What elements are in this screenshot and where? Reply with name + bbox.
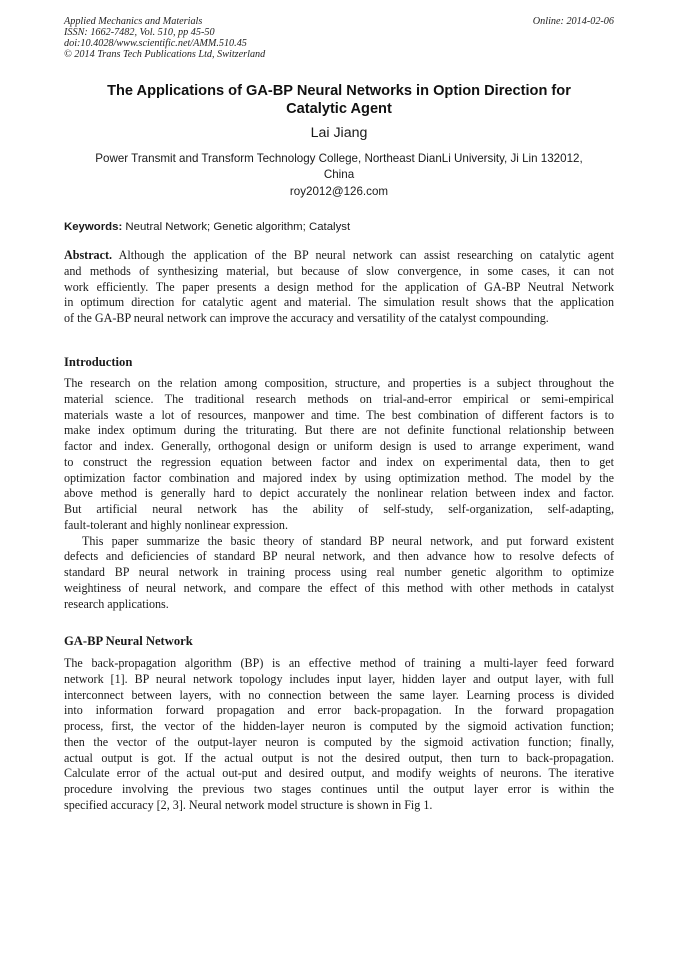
body-line: The research on the relation among composition, structure, and properties is a subject throughout the	[64, 376, 614, 390]
body-line: into information forward propagation and error back-propagation. In the forward propagation	[64, 703, 614, 718]
body-line: defects and deficiencies of standard BP neural network, and then advance how to resolve defects of	[64, 549, 614, 564]
author-name: Lai Jiang	[310, 125, 368, 141]
body-line: interconnect between layers, with no connection between the same layer. Learning process is divided	[64, 687, 614, 702]
journal-issn: ISSN: 1662-7482, Vol. 510, pp 45-50	[64, 27, 215, 38]
introduction-paragraph-1	[64, 376, 614, 534]
body-line: standard BP neural network in training process using real number genetic algorithm to optimize	[64, 565, 614, 579]
body-line: make index optimum during the triturating. But there are not definite functional relationship between	[64, 423, 614, 438]
keywords-label: Keywords:	[64, 221, 123, 233]
body-line: then the vector of the output-layer neuron is computed by the sigmoid activation function; finally,	[64, 734, 614, 749]
body-line: specified accuracy [2, 3]. Neural network model structure is shown in Fig 1.	[64, 797, 433, 812]
body-line: material science. The traditional research methods on trial-and-error empirical or semi-empirical	[64, 391, 614, 406]
body-line: process, first, the vector of the hidden-layer neuron is computed by the sigmoid activation function;	[64, 719, 614, 733]
body-line: materials waste a lot of resources, manpower and time. The best combination of different factors is to	[64, 407, 614, 422]
abstract-line: of the GA-BP neural network can improve the accuracy and versatility of the catalyst compounding.	[64, 311, 549, 325]
journal-name: Applied Mechanics and Materials	[64, 16, 203, 27]
author-email: roy2012@126.com	[289, 185, 389, 198]
gabp-paragraph-1	[64, 656, 614, 814]
body-line: optimization factor combination and majored index by using optimization method. The model by the	[64, 470, 614, 485]
body-line: factor and index. Generally, orthogonal design or uniform design is used to arrange experiment, wand	[64, 439, 614, 453]
body-line: research applications.	[64, 596, 169, 611]
body-line: network [1]. BP neural network topology includes input layer, hidden layer and output layer, with full	[64, 671, 614, 686]
affiliation-line-2: China	[323, 168, 355, 181]
online-date: Online: 2014-02-06	[532, 16, 614, 27]
body-line: above method is generally hard to depict accurately the nonlinear relation between index and factor.	[64, 486, 614, 501]
body-line: The back-propagation algorithm (BP) is an effective method of training a multi-layer feed forward	[64, 656, 614, 670]
journal-doi: doi:10.4028/www.scientific.net/AMM.510.45	[64, 38, 247, 49]
keywords	[64, 220, 614, 235]
abstract-line: and methods of synthesizing material, but because of slow convergence, in some cases, it can not	[64, 263, 614, 278]
abstract-label: Abstract.	[64, 248, 113, 262]
abstract-line: in optimum direction for catalytic agent and material. The simulation result shows that the application	[64, 295, 614, 310]
abstract-line: Although the application of the BP neural network can assist researching on catalytic agent	[112, 248, 614, 262]
body-line: This paper summarize the basic theory of standard BP neural network, and put forward existent	[82, 533, 614, 548]
body-line: Calculate error of the actual out-put and desired output, and modify weights of neurons. The iterative	[64, 766, 614, 781]
keywords-text: Neutral Network; Genetic algorithm; Catalyst	[122, 221, 351, 233]
title-line-1: The Applications of GA-BP Neural Networks in Option Direction for	[107, 83, 571, 99]
gabp-heading: GA-BP Neural Network	[64, 634, 193, 648]
introduction-heading: Introduction	[64, 355, 133, 369]
paper-title	[64, 82, 614, 118]
introduction-paragraph-2	[64, 534, 614, 613]
body-line: actual output is got. If the actual output is not the desired output, then turn to back-propagation.	[64, 750, 614, 765]
abstract	[64, 248, 614, 327]
body-line: to construct the regression equation between factor and index on experimental data, then to get	[64, 454, 614, 469]
title-line-2: Catalytic Agent	[286, 101, 392, 117]
body-line: But artificial neural network has the ability of self-study, self-organization, self-adapting,	[64, 502, 614, 516]
affiliation-line-1: Power Transmit and Transform Technology College, Northeast DianLi University, Ji Lin 132012,	[95, 152, 583, 165]
body-line: procedure involving the previous two stages continues until the output layer error is within the	[64, 782, 614, 796]
body-line: weightiness of neural network, and compare the effect of this method with other methods in catalyst	[64, 580, 614, 595]
body-line: fault-tolerant and highly nonlinear expression.	[64, 517, 289, 532]
author-affiliation	[64, 151, 614, 183]
journal-header	[64, 16, 265, 60]
journal-copyright: © 2014 Trans Tech Publications Ltd, Switzerland	[64, 49, 266, 60]
abstract-line: work efficiently. The paper presents a design method for the application of GA-BP Neutral Network	[64, 279, 614, 294]
